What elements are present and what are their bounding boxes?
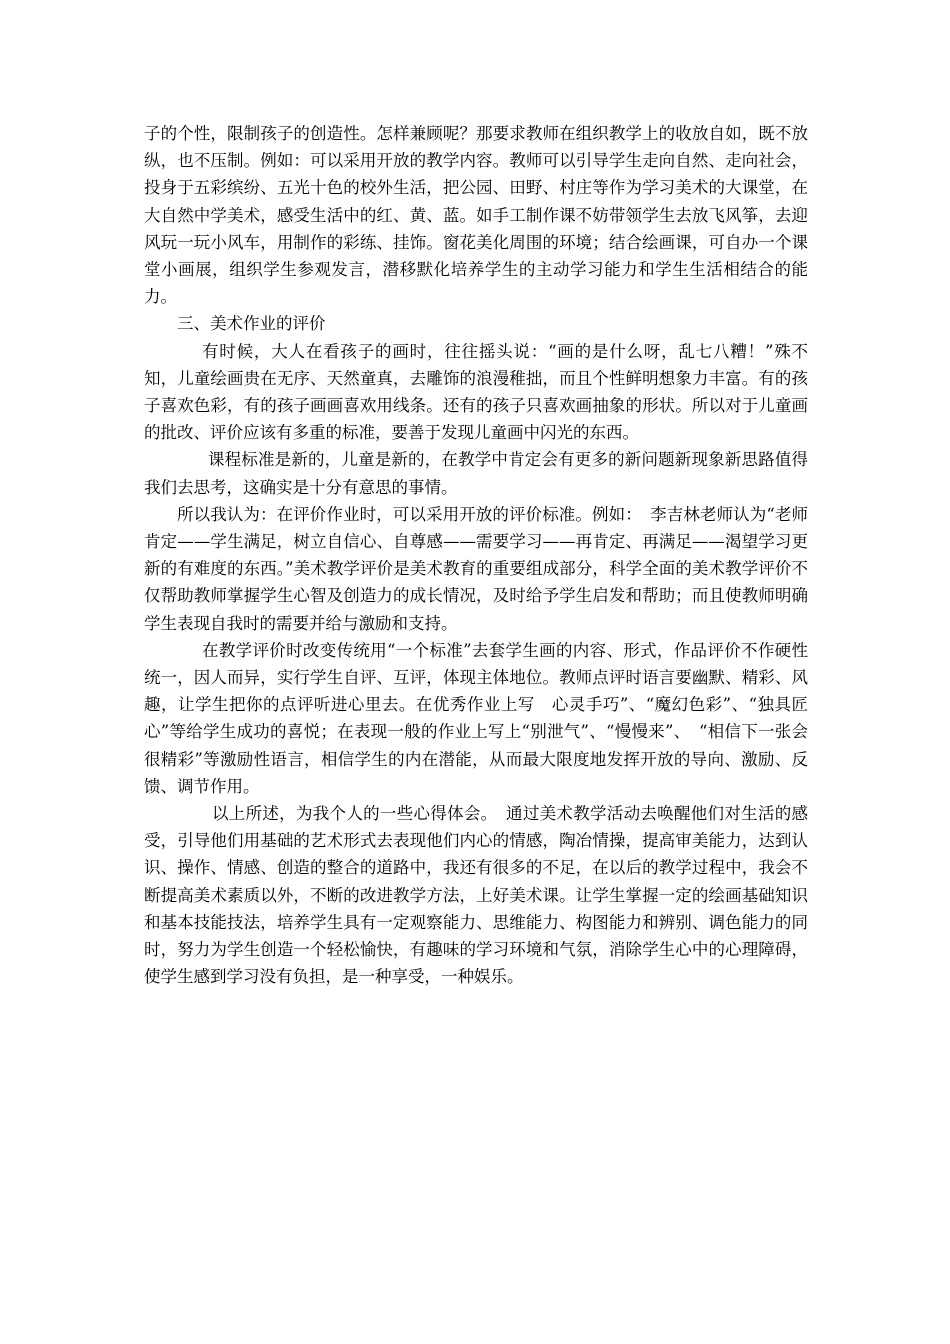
- paragraph-children-drawing: 有时候，大人在看孩子的画时，往往摇头说：“画的是什么呀，乱七八糟！”殊不知，儿童绘画贵在无序、天然童真，去雕饰的浪漫稚拙，而且个性鲜明想象力丰富。有的孩子喜欢色彩，有的孩子画画喜欢用线条。还有的孩子只喜欢画抽象的形状。所以对于儿童画的批改、评价应该有多重的标准，要善于发现儿童画中闪光的东西。: [144, 341, 808, 443]
- paragraph-curriculum-standard: 课程标准是新的，儿童是新的，在教学中肯定会有更多的新问题新现象新思路值得我们去思考，这确实是十分有意思的事情。: [144, 450, 808, 497]
- document-page: [144, 120, 808, 991]
- paragraph-open-evaluation: 所以我认为：在评价作业时，可以采用开放的评价标准。例如： 李吉林老师认为“老师肯定——学生满足，树立自信心、自尊感——需要学习——再肯定、再满足——渴望学习更新的有难度的东西。”美术教学评价是美术教育的重要组成部分，科学全面的美术教学评价不仅帮助教师掌握学生心智及创造力的成长情况，及时给予学生启发和帮助；而且使教师明确学生表现自我时的需要并给与激励和支持。: [144, 504, 808, 633]
- paragraph-conclusion: 以上所述，为我个人的一些心得体会。 通过美术教学活动去唤醒他们对生活的感受，引导他们用基础的艺术形式去表现他们内心的情感，陶冶情操，提高审美能力，达到认识、操作、情感、创造的整合的道路中，我还有很多的不足，在以后的教学过程中，我会不断提高美术素质以外，不断的改进教学方法，上好美术课。让学生掌握一定的绘画基础知识和基本技能技法，培养学生具有一定观察能力、思维能力、构图能力和辨别、调色能力的同时，努力为学生创造一个轻松愉快，有趣味的学习环境和气氛，消除学生心中的心理障碍，使学生感到学习没有负担，是一种享受，一种娱乐。: [144, 804, 808, 987]
- paragraph-evaluation-reform: 在教学评价时改变传统用“一个标准”去套学生画的内容、形式，作品评价不作硬性统一，因人而异，实行学生自评、互评，体现主体地位。教师点评时语言要幽默、精彩、风趣，让学生把你的点评听进心里去。在优秀作业上写 心灵手巧”、“魔幻色彩”、“独具匠心”等给学生成功的喜悦；在表现一般的作业上写上“别泄气”、“慢慢来”、 “相信下一张会很精彩”等激励性语言，相信学生的内在潜能，从而最大限度地发挥开放的导向、激励、反馈、调节作用。: [144, 640, 808, 796]
- paragraph-continued: 子的个性，限制孩子的创造性。怎样兼顾呢？那要求教师在组织教学上的收放自如，既不放纵，也不压制。例如：可以采用开放的教学内容。教师可以引导学生走向自然、走向社会，投身于五彩缤纷、五光十色的校外生活，把公园、田野、村庄等作为学习美术的大课堂，在大自然中学美术，感受生活中的红、黄、蓝。如手工制作课不妨带领学生去放飞风筝，去迎风玩一玩小风车，用制作的彩练、挂饰。窗花美化周围的环境；结合绘画课，可自办一个课堂小画展，组织学生参观发言，潜移默化培养学生的主动学习能力和学生生活相结合的能力。: [144, 124, 808, 307]
- section-heading: 三、美术作业的评价: [177, 314, 326, 334]
